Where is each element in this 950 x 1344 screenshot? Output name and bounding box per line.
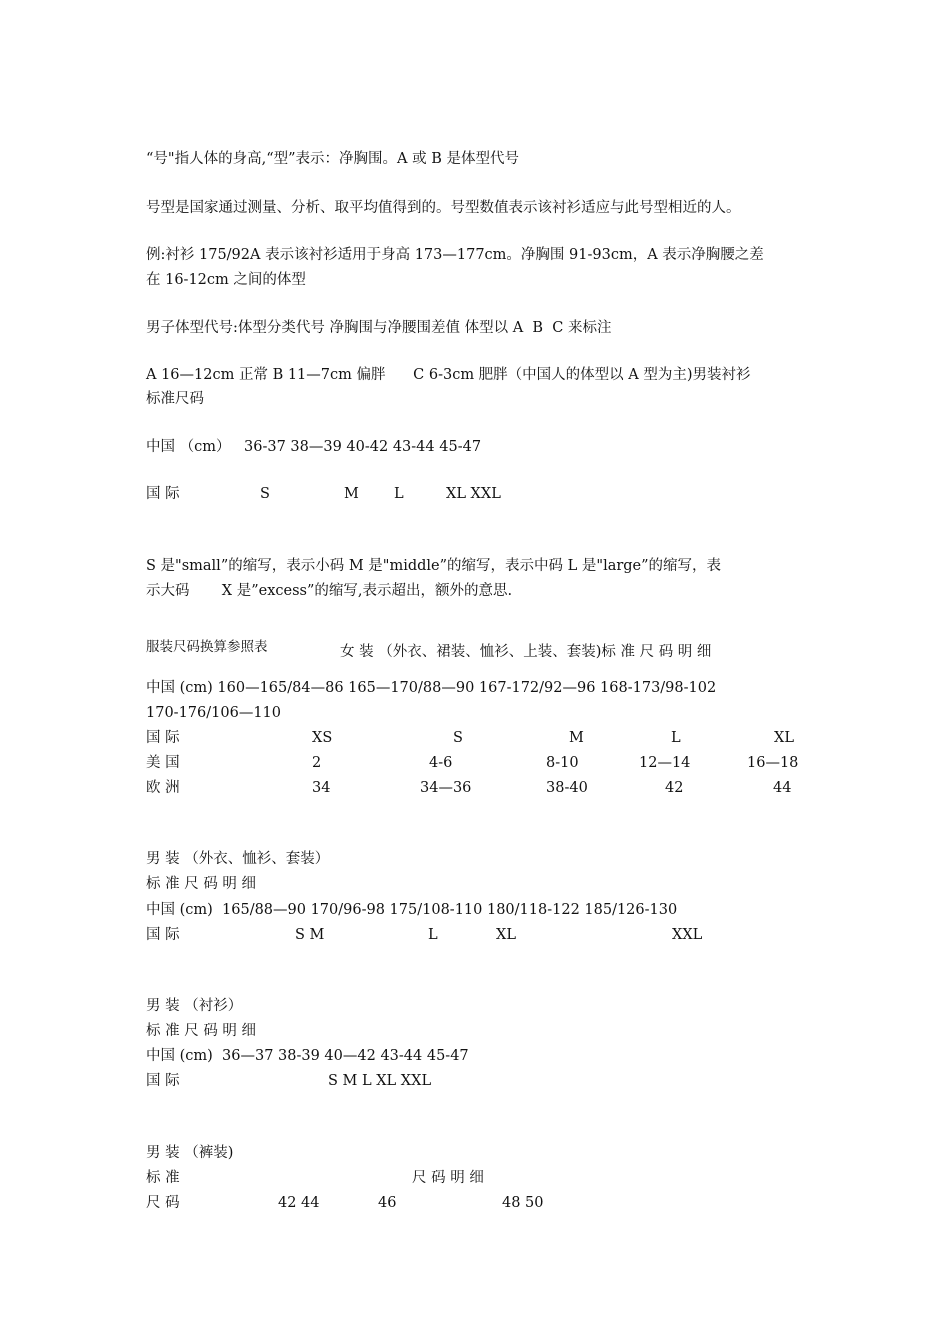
women-china-row-2: 170-176/106—110 [146,705,281,721]
table-cell: XS [312,730,333,746]
table-cell: 16—18 [747,755,799,771]
abbreviation-line-1: S 是"small”的缩写，表示小码 M 是"middle”的缩写，表示中码 L 是"large”的缩写，表 [146,558,722,574]
table-cell: 34 [312,780,331,796]
table-cell: S [453,730,463,746]
men-outer-china-row: 中国 (cm) 165/88—90 170/96-98 175/108-110 180/118-122 185/126-130 [146,902,678,918]
table-cell: L [671,730,681,746]
table-cell: 48 50 [502,1195,544,1211]
shirt-intl-s: S [260,486,270,502]
shirt-intl-l: L [394,486,404,502]
body-type-code: 男子体型代号:体型分类代号 净胸围与净腰围差值 体型以 A B C 来标注 [146,320,612,336]
men-shirt-subtitle: 标 准 尺 码 明 细 [146,1023,257,1039]
women-china-row-1: 中国 (cm) 160—165/84—86 165—170/88—90 167-172/92—96 168-173/98-102 [146,680,717,696]
shirt-intl-xl-xxl: XL XXL [446,486,501,502]
men-pants-detail-label: 尺 码 明 细 [412,1170,484,1186]
women-row-label-intl: 国 际 [146,730,180,746]
table-cell: 44 [773,780,792,796]
intro-line-1: “号"指人体的身高,“型”表示：净胸围。A 或 B 是体型代号 [146,151,519,167]
shirt-china-label: 中国 （cm） [146,439,231,455]
table-cell: 8-10 [546,755,579,771]
men-outer-intl-label: 国 际 [146,927,180,943]
example-line-2: 在 16-12cm 之间的体型 [146,272,306,288]
table-cell: 38-40 [546,780,588,796]
men-outer-subtitle: 标 准 尺 码 明 细 [146,876,257,892]
women-row-label-eu: 欧 洲 [146,780,180,796]
table-cell: 2 [312,755,322,771]
table-cell: XL [496,927,516,943]
men-pants-title: 男 装 （裤装) [146,1145,234,1161]
body-types-line-2: 标准尺码 [146,391,204,407]
table-cell: 42 44 [278,1195,320,1211]
men-pants-size-label: 尺 码 [146,1195,180,1211]
table-cell: 4-6 [429,755,453,771]
table-cell: M [569,730,584,746]
table-cell: L [428,927,438,943]
women-section-title: 女 装 （外衣、裙装、恤衫、上装、套装)标 准 尺 码 明 细 [340,644,712,660]
men-pants-std-label: 标 准 [146,1170,180,1186]
men-shirt-intl-label: 国 际 [146,1073,180,1089]
intro-line-2: 号型是国家通过测量、分析、取平均值得到的。号型数值表示该衬衫适应与此号型相近的人。 [146,200,741,216]
table-cell: XXL [672,927,703,943]
table-cell: XL [774,730,794,746]
shirt-intl-m: M [344,486,359,502]
conversion-table-title: 服装尺码换算参照表 [146,639,268,655]
table-cell: S M [295,927,325,943]
body-types-line-1: A 16—12cm 正常 B 11—7cm 偏胖 C 6-3cm 肥胖（中国人的体型以 A 型为主)男装衬衫 [146,367,751,383]
men-shirt-title: 男 装 （衬衫） [146,998,243,1014]
men-outer-title: 男 装 （外衣、恤衫、套装） [146,851,330,867]
men-shirt-china-row: 中国 (cm) 36—37 38-39 40—42 43-44 45-47 [146,1048,469,1064]
table-cell: 46 [378,1195,397,1211]
table-cell: 34—36 [420,780,472,796]
shirt-china-values: 36-37 38—39 40-42 43-44 45-47 [244,439,482,455]
example-line-1: 例:衬衫 175/92A 表示该衬衫适用于身高 173—177cm。净胸围 91-93cm，A 表示净胸腰之差 [146,247,764,263]
abbreviation-line-2: 示大码 X 是”excess”的缩写,表示超出，额外的意思. [146,583,513,599]
shirt-intl-label: 国 际 [146,486,180,502]
women-row-label-us: 美 国 [146,755,180,771]
table-cell: 12—14 [639,755,691,771]
men-shirt-intl-values: S M L XL XXL [328,1073,432,1089]
table-cell: 42 [665,780,684,796]
